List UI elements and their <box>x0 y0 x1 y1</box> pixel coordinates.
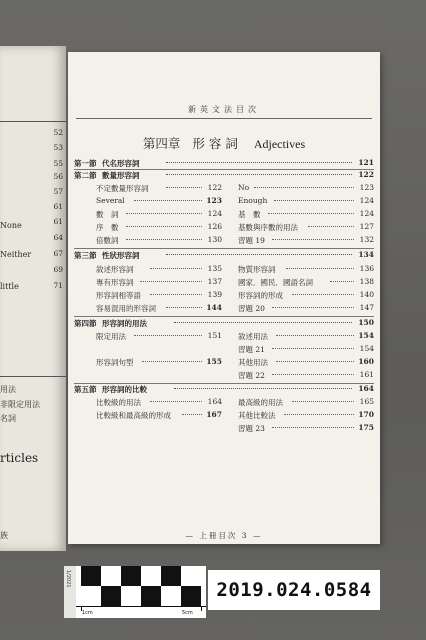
entry-fragment: 名詞 <box>0 414 16 423</box>
scale-square <box>81 566 101 586</box>
section-heading <box>74 170 374 181</box>
toc-entry: 習題 19 132 <box>238 235 374 245</box>
page-number: 69 <box>53 265 63 274</box>
scale-square <box>181 586 201 606</box>
toc-entry: 限定用法 151 <box>96 331 222 341</box>
chapter-number: 第四章 <box>142 136 181 151</box>
scale-bar <box>76 566 206 618</box>
page-number: 121 <box>358 158 374 167</box>
entry-fragment: 族 <box>0 531 8 540</box>
page-number: 71 <box>53 281 63 290</box>
toc-entry: 習題 21 154 <box>238 344 374 354</box>
chapter-title-english: Adjectives <box>253 137 306 151</box>
page-footer: — 上冊目次 3 — <box>185 531 263 540</box>
page-number: 57 <box>53 187 63 196</box>
toc-entry: 習題 22 161 <box>238 370 374 380</box>
page-number: 134 <box>358 250 374 259</box>
section-number: 第四節 <box>74 319 97 328</box>
toc-entry: 比較級的用法 164 <box>96 397 222 407</box>
section-title: 形容詞的比較 <box>102 385 147 394</box>
section-heading <box>74 158 374 169</box>
toc-entry: 形容詞句型 155 <box>96 357 222 367</box>
dot-leader <box>166 162 352 163</box>
running-head: 新英文法目次 <box>188 105 260 114</box>
toc-entry: 基數與序數的用法 127 <box>238 222 374 232</box>
dot-leader <box>166 254 352 255</box>
scale-label: 1cm <box>82 610 93 616</box>
page-number: 122 <box>358 170 374 179</box>
toc-entry: Several 123 <box>96 196 222 205</box>
section-number: 第一節 <box>74 159 97 168</box>
toc-entry: 專有形容詞 137 <box>96 277 222 287</box>
section-number: 第五節 <box>74 385 97 394</box>
scale-square <box>161 566 181 586</box>
chapter-fragment: rticles <box>0 451 39 465</box>
page-rule <box>0 376 66 377</box>
section-title: 代名形容詞 <box>102 159 140 168</box>
section-title: 數量形容詞 <box>102 171 140 180</box>
section-title: 性狀形容詞 <box>102 251 140 260</box>
entry-fragment: 非限定用法 <box>0 400 40 409</box>
dot-leader <box>166 174 352 175</box>
chapter-title: 形容詞 <box>192 136 242 151</box>
entry-fragment: 用法 <box>0 385 16 394</box>
scale-tick <box>201 606 202 611</box>
toc-entry: 基 數 124 <box>238 209 374 219</box>
toc-entry: 數 詞 124 <box>96 209 222 219</box>
toc-entry: 習題 23 175 <box>238 423 374 433</box>
page-number: 56 <box>53 172 63 181</box>
page-rule <box>0 121 66 122</box>
page-number: 150 <box>358 318 374 327</box>
toc-entry: 容易混用的形容詞 144 <box>96 303 222 313</box>
page-number: 52 <box>53 128 63 137</box>
toc-entry: 國家．國民．國語名詞 138 <box>238 277 374 287</box>
scale-square <box>121 566 141 586</box>
toc-entry: 物質形容詞 136 <box>238 264 374 274</box>
toc-entry: 形容詞相等語 139 <box>96 290 222 300</box>
page-number: 61 <box>53 202 63 211</box>
dot-leader <box>174 388 352 389</box>
toc-entry: 習題 20 147 <box>238 303 374 313</box>
toc-entry: 不定數量形容詞 122 <box>96 183 222 193</box>
section-number: 第三節 <box>74 251 97 260</box>
entry-fragment: None <box>0 221 22 230</box>
toc-entry: 敘述形容詞 135 <box>96 264 222 274</box>
section-heading <box>74 384 374 395</box>
entry-fragment: little <box>0 282 19 291</box>
scale-square <box>141 586 161 606</box>
toc-entry: 其他比較法 170 <box>238 410 374 420</box>
scale-baseline <box>76 606 206 607</box>
page-number: 164 <box>358 384 374 393</box>
dot-leader <box>174 322 352 323</box>
accession-number: 2019.024.0584 <box>208 570 380 610</box>
scale-tab-label: 1/2021 <box>65 570 71 588</box>
scale-label: 5cm <box>182 610 193 616</box>
toc-entry: 其他用法 160 <box>238 357 374 367</box>
scale-tab <box>64 566 76 618</box>
page-number: 64 <box>53 233 63 242</box>
section-title: 形容詞的用法 <box>102 319 147 328</box>
section-heading <box>74 318 374 329</box>
section-rule <box>74 316 374 317</box>
toc-entry: 序 數 126 <box>96 222 222 232</box>
page-number: 55 <box>53 159 63 168</box>
section-heading <box>74 250 374 261</box>
chapter-heading <box>68 134 380 152</box>
toc-entry: 形容詞的形成 140 <box>238 290 374 300</box>
toc-entry: 比較級和最高級的形成 167 <box>96 410 222 420</box>
toc-entry: 最高級的用法 165 <box>238 397 374 407</box>
toc-entry: Enough 124 <box>238 196 374 205</box>
toc-entry: 敘述用法 154 <box>238 331 374 341</box>
toc-entry: 倍數詞 130 <box>96 235 222 245</box>
scale-square <box>101 586 121 606</box>
section-rule <box>74 248 374 249</box>
previous-page <box>0 46 66 551</box>
page-number: 61 <box>53 217 63 226</box>
contents-page <box>68 52 380 544</box>
toc-entry: No 123 <box>238 183 374 192</box>
entry-fragment: Neither <box>0 250 32 259</box>
section-number: 第二節 <box>74 171 97 180</box>
page-number: 67 <box>53 249 63 258</box>
header-rule <box>76 118 372 119</box>
page-number: 53 <box>53 143 63 152</box>
